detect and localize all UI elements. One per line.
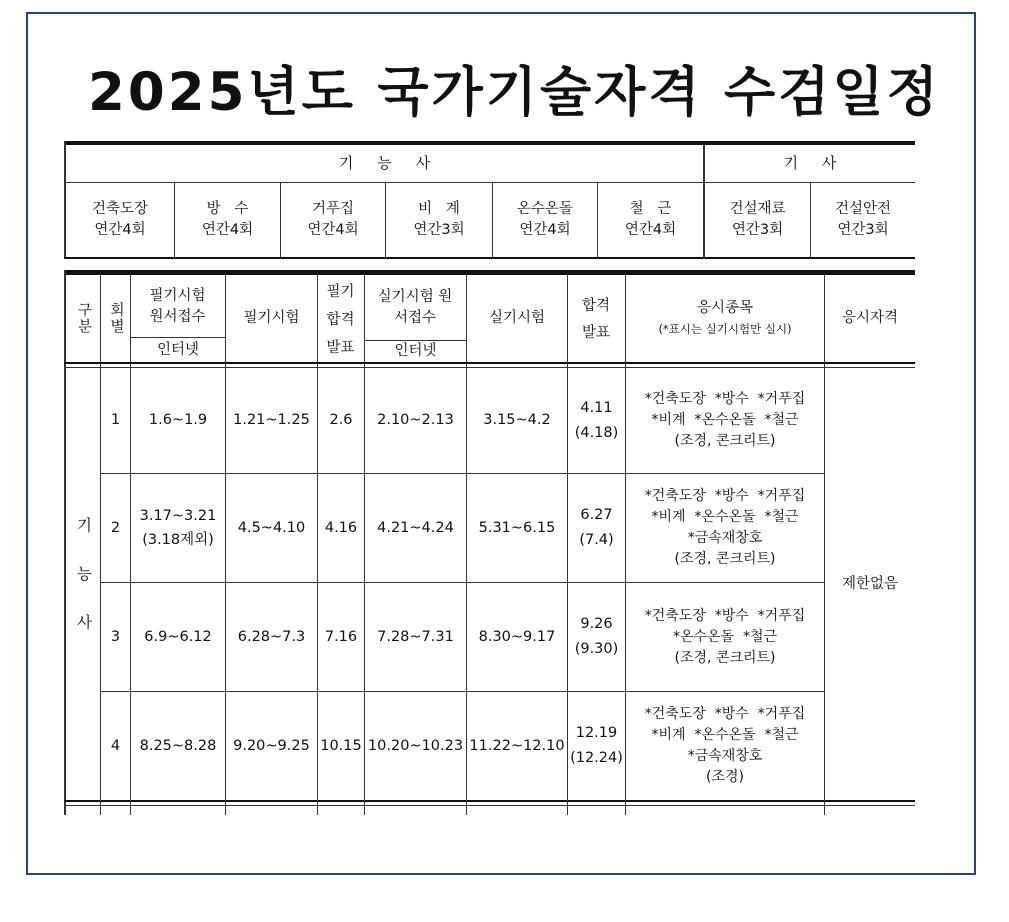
written-result-date: 4.16 bbox=[324, 519, 358, 536]
round-number: 2 bbox=[110, 519, 121, 536]
summary-item-name: 건축도장 bbox=[91, 201, 149, 217]
practical-application-date: 2.10~2.13 bbox=[377, 412, 454, 428]
pass-date: 4.11 bbox=[580, 399, 613, 416]
written-result-date: 10.15 bbox=[320, 737, 362, 754]
summary-item bbox=[598, 183, 703, 257]
practical-exam-date: 8.30~9.17 bbox=[478, 628, 556, 645]
subject-line: (조경, 콘크리트) bbox=[674, 551, 776, 567]
header-practical-application: 실기시험 원서접수 bbox=[377, 289, 453, 326]
written-application-date bbox=[131, 368, 225, 473]
header-written-result: 필기 합격 발표 bbox=[326, 283, 355, 356]
subject-line: (조경) bbox=[706, 769, 744, 785]
pass-result-date bbox=[568, 474, 625, 582]
summary-item-name: 온수온돌 bbox=[516, 201, 574, 217]
header-practical-exam: 실기시험 bbox=[488, 310, 546, 326]
summary-item-name: 비 계 bbox=[418, 201, 460, 217]
round-number: 1 bbox=[110, 412, 121, 428]
subject-line: *건축도장 *방수 *거푸집 bbox=[644, 706, 806, 722]
written-application-note: (3.18제외) bbox=[142, 532, 214, 548]
header-pass-result: 합격 발표 bbox=[581, 298, 610, 341]
written-exam-date: 4.5~4.10 bbox=[237, 519, 306, 536]
header-category: 구분 bbox=[75, 302, 92, 335]
summary-item-count: 연간3회 bbox=[837, 222, 889, 238]
header-internet-2: 인터넷 bbox=[394, 343, 437, 359]
summary-item-count: 연간4회 bbox=[519, 222, 571, 238]
written-exam-date: 6.28~7.3 bbox=[237, 628, 306, 645]
pass-result-date bbox=[568, 368, 625, 473]
written-application-date: 6.9~6.12 bbox=[144, 628, 212, 645]
written-application-range: 3.17~3.21 bbox=[139, 508, 217, 524]
subject-line: *비계 *온수온돌 *철근 bbox=[651, 509, 799, 525]
written-application-range: 1.6~1.9 bbox=[148, 412, 208, 428]
subject-line: (조경, 콘크리트) bbox=[674, 649, 776, 666]
summary-item bbox=[386, 183, 492, 257]
subject-line: *금속재창호 bbox=[687, 748, 763, 764]
group-engineer-label: 기 사 bbox=[783, 154, 837, 172]
eligibility-value: 제한없음 bbox=[841, 575, 899, 592]
subject-line: *비계 *온수온돌 *철근 bbox=[651, 412, 799, 428]
header-subjects-label: 응시종목 bbox=[696, 299, 754, 316]
header-eligibility: 응시자격 bbox=[841, 310, 899, 326]
summary-item-count: 연간3회 bbox=[731, 222, 784, 238]
practical-exam-date: 3.15~4.2 bbox=[483, 412, 551, 428]
summary-item-name: 건설안전 bbox=[834, 201, 892, 217]
group-craftsman-label: 기 능 사 bbox=[338, 154, 431, 172]
summary-item bbox=[281, 183, 385, 257]
practical-exam-date: 11.22~12.10 bbox=[469, 737, 565, 754]
pass-date-alt: (7.4) bbox=[579, 532, 614, 548]
summary-item-count: 연간4회 bbox=[201, 222, 254, 238]
summary-item-name: 거푸집 bbox=[311, 201, 355, 217]
subject-line: *금속재창호 bbox=[687, 530, 763, 546]
summary-item-count: 연간3회 bbox=[413, 222, 465, 238]
written-exam-date: 9.20~9.25 bbox=[233, 737, 310, 754]
summary-item-name: 방 수 bbox=[206, 201, 249, 217]
practical-exam-date: 5.31~6.15 bbox=[478, 519, 556, 536]
subject-line: *비계 *온수온돌 *철근 bbox=[651, 727, 799, 743]
summary-item-count: 연간4회 bbox=[94, 222, 146, 238]
subject-list bbox=[626, 368, 824, 473]
practical-application-date: 10.20~10.23 bbox=[367, 737, 464, 754]
summary-item bbox=[705, 183, 810, 257]
page-title: 2025년도 국가기술자격 수검일정 bbox=[88, 62, 941, 123]
practical-application-date: 4.21~4.24 bbox=[377, 519, 454, 536]
header-subjects-note: (*표시는 실기시험만 실시) bbox=[658, 321, 792, 336]
summary-item bbox=[493, 183, 597, 257]
pass-date-alt: (9.30) bbox=[574, 641, 619, 657]
written-result-date: 7.16 bbox=[324, 628, 358, 645]
summary-item bbox=[175, 183, 280, 257]
pass-result-date bbox=[568, 583, 625, 691]
written-application-date bbox=[131, 474, 225, 582]
round-number: 4 bbox=[110, 737, 121, 754]
written-exam-date: 1.21~1.25 bbox=[233, 412, 310, 428]
header-round: 회별 bbox=[108, 302, 124, 335]
written-application-date: 8.25~8.28 bbox=[139, 737, 217, 754]
subject-line: *건축도장 *방수 *거푸집 bbox=[644, 391, 806, 407]
header-subjects bbox=[626, 275, 824, 362]
subject-list bbox=[626, 583, 824, 691]
category-label: 기 능 사 bbox=[74, 516, 93, 644]
pass-date: 9.26 bbox=[580, 616, 613, 632]
pass-date-alt: (12.24) bbox=[570, 750, 623, 766]
subject-line: *건축도장 *방수 *거푸집 bbox=[644, 607, 806, 624]
summary-item-count: 연간4회 bbox=[307, 222, 359, 238]
header-written-exam: 필기시험 bbox=[243, 310, 300, 326]
pass-date: 12.19 bbox=[575, 725, 618, 741]
subject-line: (조경, 콘크리트) bbox=[674, 433, 776, 449]
summary-item bbox=[811, 183, 915, 257]
summary-item bbox=[66, 183, 174, 257]
header-written-application: 필기시험 원서접수 bbox=[149, 288, 206, 325]
summary-item-count: 연간4회 bbox=[624, 222, 677, 238]
round-number: 3 bbox=[110, 628, 121, 645]
subject-line: *건축도장 *방수 *거푸집 bbox=[644, 488, 806, 504]
pass-result-date bbox=[568, 692, 625, 800]
pass-date: 6.27 bbox=[580, 507, 613, 523]
practical-application-date: 7.28~7.31 bbox=[377, 628, 454, 645]
summary-item-name: 건설재료 bbox=[729, 201, 786, 217]
header-internet-1: 인터넷 bbox=[156, 341, 200, 358]
subject-list bbox=[626, 474, 824, 582]
written-result-date: 2.6 bbox=[329, 412, 353, 428]
pass-date-alt: (4.18) bbox=[574, 424, 619, 441]
subject-line: *온수온돌 *철근 bbox=[672, 628, 778, 645]
subject-list bbox=[626, 692, 824, 800]
summary-item-name: 철 근 bbox=[629, 201, 672, 217]
